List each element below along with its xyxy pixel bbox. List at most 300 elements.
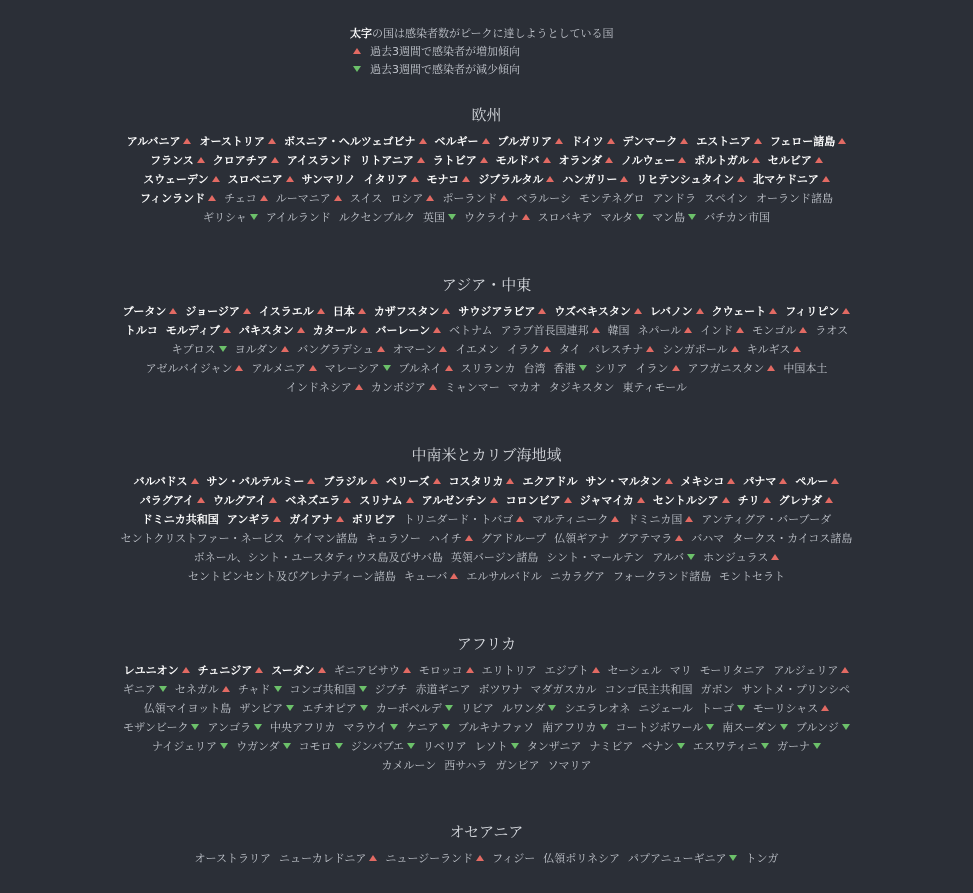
country-name: 香港 bbox=[553, 362, 576, 375]
country-name: タンザニア bbox=[526, 740, 582, 753]
country-name: ヨルダン bbox=[234, 343, 279, 356]
country-item bbox=[482, 661, 537, 680]
up-triangle-icon bbox=[419, 138, 427, 144]
country-item bbox=[207, 718, 262, 737]
country-name: セントクリストファー・ネービス bbox=[120, 532, 285, 545]
country-item bbox=[271, 661, 326, 680]
country-name: サウジアラビア bbox=[458, 305, 536, 318]
country-name: マカオ bbox=[507, 381, 541, 394]
country-name: ベルギー bbox=[434, 135, 479, 148]
country-name: バングラデシュ bbox=[297, 343, 374, 356]
country-item bbox=[585, 472, 672, 491]
country-name: ニューカレドニア bbox=[278, 852, 367, 865]
country-item bbox=[464, 208, 530, 227]
country-item bbox=[293, 529, 358, 548]
country-name: パキスタン bbox=[238, 324, 294, 337]
country-name: マン島 bbox=[652, 211, 686, 224]
country-name: レソト bbox=[474, 740, 508, 753]
up-triangle-icon bbox=[465, 535, 473, 541]
country-item bbox=[172, 340, 227, 359]
country-name: 中央アフリカ bbox=[270, 721, 336, 734]
country-item bbox=[290, 680, 367, 699]
country-name: カンボジア bbox=[370, 381, 426, 394]
country-name: ボツワナ bbox=[478, 683, 523, 696]
country-item bbox=[652, 189, 696, 208]
country-item bbox=[134, 472, 199, 491]
country-item bbox=[352, 510, 396, 529]
up-triangle-icon bbox=[255, 667, 263, 673]
country-item bbox=[404, 510, 525, 529]
country-name: リビア bbox=[460, 702, 494, 715]
country-name: ガーナ bbox=[776, 740, 810, 753]
country-item bbox=[777, 737, 821, 756]
up-triangle-icon bbox=[678, 157, 686, 163]
up-triangle-icon bbox=[297, 327, 305, 333]
region-latin-america-caribbean bbox=[0, 444, 973, 586]
country-row bbox=[0, 510, 973, 529]
country-item bbox=[374, 302, 451, 321]
down-triangle-icon bbox=[511, 743, 519, 749]
legend-decrease-line bbox=[350, 61, 614, 79]
country-item bbox=[554, 302, 641, 321]
country-name: 西サハラ bbox=[444, 759, 488, 772]
country-item bbox=[289, 510, 343, 529]
country-item bbox=[696, 132, 762, 151]
country-item bbox=[213, 151, 279, 170]
country-item bbox=[701, 680, 734, 699]
country-item bbox=[681, 472, 736, 491]
country-name: ハンガリー bbox=[562, 173, 618, 186]
country-name: アルバ bbox=[652, 551, 685, 564]
country-name: 仏領マイヨット島 bbox=[143, 702, 232, 715]
country-item bbox=[546, 548, 644, 567]
country-name: ブルンジ bbox=[795, 721, 839, 734]
country-name: アンギラ bbox=[226, 513, 271, 526]
country-item bbox=[142, 510, 219, 529]
legend-bold-line bbox=[350, 25, 614, 43]
country-row bbox=[0, 151, 973, 170]
country-item bbox=[444, 756, 487, 775]
country-item bbox=[621, 151, 686, 170]
up-triangle-icon bbox=[592, 667, 600, 673]
country-item bbox=[251, 359, 316, 378]
country-item bbox=[195, 849, 271, 868]
down-triangle-icon bbox=[600, 724, 608, 730]
country-item bbox=[458, 718, 534, 737]
country-item bbox=[381, 756, 436, 775]
country-name: ソマリア bbox=[547, 759, 592, 772]
country-item bbox=[548, 756, 592, 775]
country-item bbox=[343, 718, 398, 737]
country-row bbox=[0, 132, 973, 151]
country-item bbox=[694, 151, 760, 170]
region-europe bbox=[0, 104, 973, 227]
down-triangle-icon bbox=[579, 365, 587, 371]
country-name: ドミニカ国 bbox=[627, 513, 683, 526]
country-item bbox=[140, 189, 216, 208]
country-name: フィジー bbox=[492, 852, 536, 865]
country-name: フォークランド諸島 bbox=[612, 570, 712, 583]
country-item bbox=[123, 718, 199, 737]
country-name: トーゴ bbox=[700, 702, 734, 715]
country-name: シンガポール bbox=[662, 343, 728, 356]
up-triangle-icon bbox=[406, 497, 414, 503]
country-name: パナマ bbox=[743, 475, 777, 488]
country-name: カメルーン bbox=[381, 759, 437, 772]
country-name: ルワンダ bbox=[501, 702, 546, 715]
country-item bbox=[753, 699, 829, 718]
country-item bbox=[543, 849, 620, 868]
country-item bbox=[266, 208, 331, 227]
up-triangle-icon bbox=[838, 138, 846, 144]
up-triangle-icon bbox=[793, 346, 801, 352]
country-name: カザフスタン bbox=[373, 305, 440, 318]
country-name: コンゴ共和国 bbox=[289, 683, 356, 696]
country-name: トルコ bbox=[124, 324, 158, 337]
country-item bbox=[752, 321, 807, 340]
down-triangle-icon bbox=[687, 554, 695, 560]
country-item bbox=[496, 151, 551, 170]
up-triangle-icon bbox=[731, 346, 739, 352]
up-triangle-icon bbox=[268, 138, 276, 144]
up-triangle-icon bbox=[815, 157, 823, 163]
country-item bbox=[150, 151, 205, 170]
country-name: ニジェール bbox=[638, 702, 693, 715]
up-triangle-icon bbox=[646, 346, 654, 352]
country-name: エリトリア bbox=[481, 664, 537, 677]
country-item bbox=[580, 491, 645, 510]
up-triangle-icon bbox=[490, 497, 498, 503]
country-item bbox=[364, 170, 419, 189]
up-triangle-icon bbox=[336, 516, 344, 522]
country-item bbox=[589, 340, 654, 359]
country-name: スリナム bbox=[359, 494, 403, 507]
country-item bbox=[451, 548, 539, 567]
country-name: グアテマラ bbox=[617, 532, 673, 545]
country-name: スロベニア bbox=[227, 173, 283, 186]
country-name: ケニア bbox=[406, 721, 439, 734]
country-item bbox=[199, 132, 275, 151]
country-name: ブルキナファソ bbox=[457, 721, 535, 734]
country-name: フランス bbox=[150, 154, 194, 167]
country-item bbox=[623, 132, 689, 151]
up-triangle-icon bbox=[769, 308, 777, 314]
country-name: 韓国 bbox=[607, 324, 630, 337]
up-triangle-icon bbox=[433, 327, 441, 333]
country-name: バハマ bbox=[691, 532, 725, 545]
country-name: ラオス bbox=[815, 324, 849, 337]
country-name: グレナダ bbox=[778, 494, 823, 507]
country-item bbox=[124, 661, 190, 680]
country-name: ボネール、シント・ユースタティウス島及びサバ島 bbox=[193, 551, 443, 564]
up-triangle-icon bbox=[675, 535, 683, 541]
up-triangle-icon bbox=[286, 176, 294, 182]
up-triangle-icon bbox=[555, 138, 563, 144]
country-row bbox=[0, 718, 973, 737]
country-name: セーシェル bbox=[607, 664, 662, 677]
country-row bbox=[0, 208, 973, 227]
up-triangle-icon bbox=[665, 478, 673, 484]
up-triangle-icon bbox=[637, 497, 645, 503]
up-triangle-icon bbox=[377, 346, 385, 352]
up-triangle-icon bbox=[564, 497, 572, 503]
country-name: 東ティモール bbox=[622, 381, 687, 394]
region-oceania bbox=[0, 821, 973, 868]
country-name: ブルネイ bbox=[398, 362, 442, 375]
country-name: モルディブ bbox=[165, 324, 220, 337]
country-row bbox=[0, 302, 973, 321]
country-item bbox=[501, 321, 600, 340]
country-name: スーダン bbox=[271, 664, 315, 677]
country-name: ボスニア・ヘルツェゴビナ bbox=[283, 135, 416, 148]
country-item bbox=[516, 189, 570, 208]
country-item bbox=[783, 359, 827, 378]
country-name: ギニア bbox=[122, 683, 156, 696]
up-triangle-icon bbox=[169, 308, 177, 314]
country-item bbox=[481, 529, 546, 548]
country-name: レバノン bbox=[649, 305, 693, 318]
country-name: ネパール bbox=[637, 324, 682, 337]
country-item bbox=[416, 680, 471, 699]
up-triangle-icon bbox=[696, 308, 704, 314]
country-item bbox=[455, 340, 499, 359]
country-name: パレスチナ bbox=[588, 343, 644, 356]
country-name: ウルグアイ bbox=[212, 494, 267, 507]
country-name: マレーシア bbox=[324, 362, 380, 375]
up-triangle-icon bbox=[543, 346, 551, 352]
country-item bbox=[406, 718, 450, 737]
country-name: セルビア bbox=[767, 154, 812, 167]
down-triangle-icon bbox=[220, 743, 228, 749]
country-name: 仏領ポリネシア bbox=[543, 852, 621, 865]
up-triangle-icon bbox=[727, 478, 735, 484]
country-item bbox=[376, 699, 453, 718]
up-triangle-icon bbox=[360, 327, 368, 333]
country-row bbox=[0, 849, 973, 868]
up-triangle-icon bbox=[450, 573, 458, 579]
country-item bbox=[445, 378, 500, 397]
country-name: モルドバ bbox=[495, 154, 540, 167]
country-item bbox=[641, 737, 684, 756]
country-name: ニカラグア bbox=[549, 570, 605, 583]
up-triangle-icon bbox=[317, 308, 325, 314]
country-name: セントルシア bbox=[652, 494, 719, 507]
country-item bbox=[507, 340, 551, 359]
country-name: サンマリノ bbox=[301, 173, 356, 186]
up-triangle-icon bbox=[343, 497, 351, 503]
country-item bbox=[559, 340, 581, 359]
country-item bbox=[508, 378, 541, 397]
country-row bbox=[0, 567, 973, 586]
country-name: セネガル bbox=[174, 683, 219, 696]
country-name: オマーン bbox=[392, 343, 437, 356]
country-row bbox=[0, 661, 973, 680]
country-item bbox=[700, 661, 766, 680]
country-item bbox=[554, 359, 587, 378]
country-item bbox=[700, 321, 744, 340]
country-name: インド bbox=[700, 324, 734, 337]
up-triangle-icon bbox=[445, 365, 453, 371]
country-item bbox=[554, 529, 609, 548]
country-name: コートジボワール bbox=[615, 721, 704, 734]
country-name: ウクライナ bbox=[463, 211, 519, 224]
up-triangle-icon bbox=[763, 497, 771, 503]
country-name: ノルウェー bbox=[621, 154, 676, 167]
up-triangle-icon bbox=[538, 308, 546, 314]
country-name: モナコ bbox=[426, 173, 460, 186]
country-item bbox=[613, 567, 711, 586]
country-name: スリランカ bbox=[460, 362, 516, 375]
country-name: ベリーズ bbox=[386, 475, 430, 488]
country-name: キュラソー bbox=[365, 532, 421, 545]
region-title: アジア・中東 bbox=[441, 276, 532, 294]
country-item bbox=[691, 529, 724, 548]
country-item bbox=[143, 170, 219, 189]
country-name: ボリビア bbox=[351, 513, 396, 526]
country-item bbox=[616, 718, 715, 737]
country-item bbox=[207, 472, 316, 491]
down-triangle-icon bbox=[353, 66, 361, 72]
up-triangle-icon bbox=[212, 176, 220, 182]
country-item bbox=[652, 548, 695, 567]
country-item bbox=[770, 132, 846, 151]
down-triangle-icon bbox=[706, 724, 714, 730]
up-triangle-icon bbox=[334, 195, 342, 201]
country-item bbox=[653, 491, 730, 510]
country-item bbox=[701, 510, 831, 529]
country-name: イタリア bbox=[363, 173, 408, 186]
country-name: ブータン bbox=[122, 305, 167, 318]
country-name: リベリア bbox=[423, 740, 467, 753]
country-item bbox=[524, 359, 546, 378]
up-triangle-icon bbox=[439, 346, 447, 352]
country-name: トリニダード・トバゴ bbox=[403, 513, 514, 526]
country-name: アンティグア・バーブーダ bbox=[701, 513, 832, 526]
up-triangle-icon bbox=[466, 667, 474, 673]
country-name: ジャマイカ bbox=[579, 494, 634, 507]
down-triangle-icon bbox=[286, 705, 294, 711]
country-item bbox=[627, 510, 693, 529]
country-name: ギリシャ bbox=[203, 211, 247, 224]
country-name: コンゴ民主共和国 bbox=[604, 683, 693, 696]
country-name: モーリシャス bbox=[752, 702, 819, 715]
up-triangle-icon bbox=[182, 667, 190, 673]
country-name: ブルガリア bbox=[497, 135, 553, 148]
country-name: スウェーデン bbox=[143, 173, 209, 186]
country-name: 日本 bbox=[332, 305, 355, 318]
country-item bbox=[779, 491, 833, 510]
up-triangle-icon bbox=[771, 554, 779, 560]
country-name: ガボン bbox=[700, 683, 734, 696]
down-triangle-icon bbox=[780, 724, 788, 730]
country-name: マダガスカル bbox=[530, 683, 597, 696]
up-triangle-icon bbox=[358, 308, 366, 314]
country-name: タジキスタン bbox=[548, 381, 615, 394]
country-item bbox=[617, 529, 683, 548]
country-item bbox=[144, 699, 232, 718]
down-triangle-icon bbox=[359, 686, 367, 692]
up-triangle-icon bbox=[543, 157, 551, 163]
country-item bbox=[360, 151, 425, 170]
country-name: ポルトガル bbox=[694, 154, 749, 167]
country-name: フィンランド bbox=[139, 192, 206, 205]
up-triangle-icon bbox=[592, 327, 600, 333]
up-triangle-icon bbox=[273, 516, 281, 522]
country-item bbox=[393, 340, 448, 359]
country-name: フェロー諸島 bbox=[769, 135, 836, 148]
country-item bbox=[351, 737, 415, 756]
country-row bbox=[0, 548, 973, 567]
country-name: ブラジル bbox=[323, 475, 368, 488]
country-name: リトアニア bbox=[359, 154, 414, 167]
country-item bbox=[302, 699, 368, 718]
country-name: エルサルバドル bbox=[466, 570, 542, 583]
country-name: ミャンマー bbox=[444, 381, 500, 394]
country-item bbox=[550, 567, 605, 586]
country-name: ペルー bbox=[795, 475, 829, 488]
country-item bbox=[423, 737, 467, 756]
up-triangle-icon bbox=[672, 365, 680, 371]
up-triangle-icon bbox=[500, 195, 508, 201]
country-name: イラク bbox=[506, 343, 540, 356]
country-item bbox=[213, 491, 277, 510]
country-name: 南アフリカ bbox=[542, 721, 597, 734]
country-item bbox=[325, 359, 391, 378]
country-item bbox=[768, 151, 823, 170]
down-triangle-icon bbox=[445, 705, 453, 711]
country-item bbox=[285, 491, 351, 510]
up-triangle-icon bbox=[369, 855, 377, 861]
country-item bbox=[449, 321, 492, 340]
country-item bbox=[433, 151, 488, 170]
country-item bbox=[323, 472, 378, 491]
country-item bbox=[719, 567, 785, 586]
country-item bbox=[701, 699, 745, 718]
up-triangle-icon bbox=[722, 497, 730, 503]
country-name: ベナン bbox=[641, 740, 674, 753]
country-row bbox=[0, 321, 973, 340]
down-triangle-icon bbox=[442, 724, 450, 730]
legend-bold-word: 太字 bbox=[350, 27, 372, 40]
country-item bbox=[419, 661, 474, 680]
up-triangle-icon bbox=[605, 157, 613, 163]
country-item bbox=[693, 737, 769, 756]
country-item bbox=[279, 849, 377, 868]
up-triangle-icon bbox=[737, 176, 745, 182]
country-item bbox=[475, 737, 519, 756]
country-item bbox=[175, 680, 230, 699]
country-name: ケイマン諸島 bbox=[292, 532, 358, 545]
country-name: フィリピン bbox=[785, 305, 840, 318]
country-name: メキシコ bbox=[680, 475, 725, 488]
up-triangle-icon bbox=[634, 308, 642, 314]
down-triangle-icon bbox=[360, 705, 368, 711]
country-item bbox=[652, 208, 696, 227]
country-item bbox=[458, 302, 546, 321]
down-triangle-icon bbox=[677, 743, 685, 749]
country-item bbox=[390, 189, 434, 208]
country-item bbox=[549, 378, 615, 397]
country-item bbox=[745, 849, 778, 868]
country-name: ルーマニア bbox=[275, 192, 331, 205]
country-name: クロアチア bbox=[212, 154, 268, 167]
country-row bbox=[0, 756, 973, 775]
up-triangle-icon bbox=[191, 478, 199, 484]
region-title: 欧州 bbox=[471, 106, 502, 124]
region-africa bbox=[0, 633, 973, 775]
region-title: オセアニア bbox=[449, 823, 524, 841]
up-triangle-icon bbox=[417, 157, 425, 163]
